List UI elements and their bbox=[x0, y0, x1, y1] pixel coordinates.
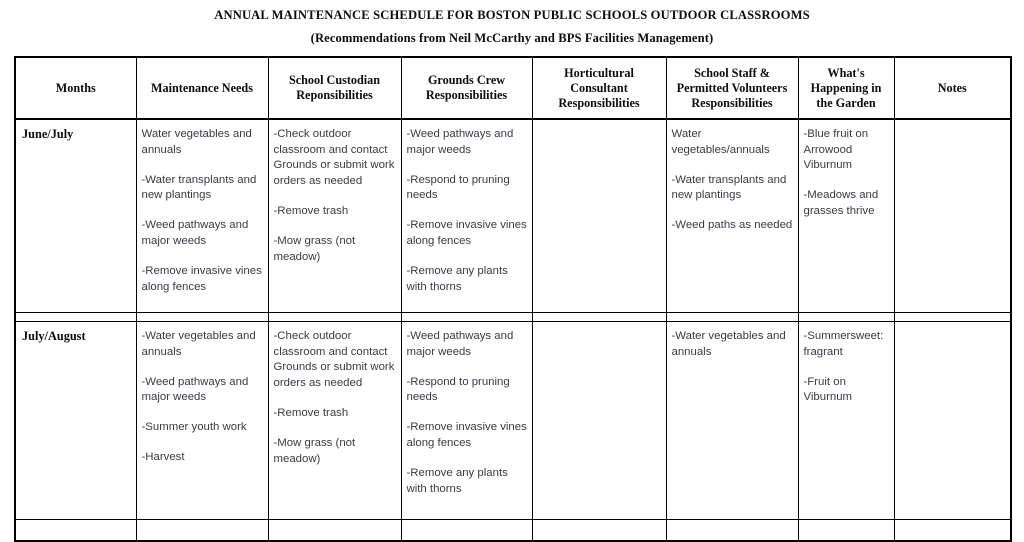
table-body bbox=[15, 119, 1011, 541]
cell-item: Water vegetables/annuals bbox=[671, 128, 770, 156]
table-row bbox=[15, 322, 1011, 520]
cell-horticultural-consultant bbox=[532, 119, 666, 313]
table-row bbox=[15, 119, 1011, 313]
spacer-cell bbox=[401, 313, 532, 322]
column-header-maintenance-needs bbox=[136, 57, 268, 119]
cell-item: -Respond to pruning needs bbox=[406, 375, 510, 404]
cell-item: -Weed pathways and major weeds bbox=[406, 330, 514, 358]
cell-item: -Mow grass (not meadow) bbox=[273, 436, 356, 465]
cell-item-list bbox=[672, 329, 794, 360]
table-spacer-row bbox=[15, 313, 1011, 322]
cell-item: -Remove invasive vines along fences bbox=[406, 421, 527, 449]
cell-grounds-crew bbox=[401, 119, 532, 313]
cell-item-list bbox=[407, 329, 528, 497]
cell-item-list bbox=[274, 329, 397, 467]
maintenance-schedule-table-wrapper bbox=[14, 56, 1010, 542]
header-line: Maintenance Needs bbox=[151, 80, 253, 95]
cell-item: Water vegetables and annuals bbox=[141, 128, 252, 156]
cell-item: -Water vegetables and annuals bbox=[671, 330, 786, 358]
column-header-whats-happening-garden bbox=[798, 57, 894, 119]
spacer-cell bbox=[532, 313, 666, 322]
cell-notes bbox=[894, 119, 1011, 313]
header-line: Grounds Crew bbox=[427, 73, 506, 87]
cell-grounds-crew bbox=[401, 322, 532, 520]
document-title-block bbox=[0, 7, 1024, 46]
cell-item-list bbox=[274, 127, 397, 265]
cell-item: -Check outdoor classroom and contact Grounds or submit work orders as needed bbox=[273, 330, 395, 389]
document-title: ANNUAL MAINTENANCE SCHEDULE FOR BOSTON PUBLIC SCHOOLS OUTDOOR CLASSROOMS bbox=[214, 8, 810, 22]
cell-item: -Harvest bbox=[141, 451, 185, 464]
header-line: Reponsibilities bbox=[296, 88, 373, 102]
cell-whats-happening-garden bbox=[798, 322, 894, 520]
cell-whats-happening-garden bbox=[798, 119, 894, 313]
spacer-cell bbox=[136, 313, 268, 322]
cell-item: -Meadows and grasses thrive bbox=[803, 189, 879, 217]
cell-item: -Fruit on Viburnum bbox=[803, 375, 853, 404]
cell-notes bbox=[894, 322, 1011, 520]
column-header-notes bbox=[894, 57, 1011, 119]
cell-item: -Water transplants and new plantings bbox=[671, 173, 787, 202]
column-header-horticultural-consultant bbox=[532, 57, 666, 119]
cell-item: -Weed paths as needed bbox=[671, 219, 793, 232]
cell-item: -Water vegetables and annuals bbox=[141, 330, 256, 358]
cell-item: -Respond to pruning needs bbox=[406, 173, 510, 202]
maintenance-schedule-table bbox=[14, 56, 1012, 542]
header-line: School Custodian bbox=[288, 73, 381, 87]
spacer-cell bbox=[268, 313, 401, 322]
cell-school-custodian bbox=[268, 119, 401, 313]
cell-item: -Mow grass (not meadow) bbox=[273, 234, 356, 263]
cell-item: -Summer youth work bbox=[141, 421, 247, 434]
table-header bbox=[15, 57, 1011, 119]
cell-item: -Remove any plants with thorns bbox=[406, 467, 508, 495]
header-line: Happening in bbox=[810, 80, 882, 95]
column-header-school-staff-volunteers bbox=[666, 57, 798, 119]
column-header-months bbox=[15, 57, 136, 119]
cell-maintenance-needs bbox=[136, 119, 268, 313]
cell-item: -Weed pathways and major weeds bbox=[406, 128, 514, 156]
header-line: Notes bbox=[937, 80, 967, 95]
cell-item-list bbox=[804, 127, 890, 219]
cell-item: -Weed pathways and major weeds bbox=[141, 375, 249, 404]
spacer-cell bbox=[894, 313, 1011, 322]
header-line: Responsibilities bbox=[691, 95, 773, 110]
spacer-cell bbox=[15, 313, 136, 322]
cell-school-staff-volunteers bbox=[666, 119, 798, 313]
cell-months: July/August bbox=[15, 322, 136, 520]
cell-item-list bbox=[804, 329, 890, 406]
header-line: School Staff & bbox=[694, 65, 770, 80]
cell-item-list bbox=[142, 329, 264, 466]
cell-horticultural-consultant bbox=[532, 322, 666, 520]
header-line: Permitted Volunteers bbox=[676, 80, 788, 95]
column-header-grounds-crew bbox=[401, 57, 532, 119]
cell-item: -Blue fruit on Arrowood Viburnum bbox=[803, 128, 869, 172]
table-header-row bbox=[15, 57, 1011, 119]
cell-item: -Remove invasive vines along fences bbox=[406, 219, 527, 247]
header-line: Consultant bbox=[570, 80, 628, 95]
cell-item: -Remove trash bbox=[273, 406, 349, 419]
cell-maintenance-needs bbox=[136, 322, 268, 520]
spacer-cell bbox=[666, 313, 798, 322]
cell-item-list bbox=[672, 127, 794, 234]
cell-item: -Water transplants and new plantings bbox=[141, 173, 257, 202]
cell-item-list bbox=[407, 127, 528, 295]
header-line: Responsibilities bbox=[558, 95, 640, 110]
cell-item: -Remove trash bbox=[273, 204, 349, 217]
cell-item: -Remove any plants with thorns bbox=[406, 265, 508, 293]
cell-months: June/July bbox=[15, 119, 136, 313]
cell-item: -Check outdoor classroom and contact Grounds or submit work orders as needed bbox=[273, 128, 395, 187]
cell-item-list bbox=[142, 127, 264, 295]
cell-school-staff-volunteers bbox=[666, 322, 798, 520]
header-line: Horticultural bbox=[564, 65, 634, 80]
header-line: the Garden bbox=[816, 95, 876, 110]
spacer-cell bbox=[798, 313, 894, 322]
header-line: Responsibilities bbox=[425, 88, 508, 102]
cell-item: -Remove invasive vines along fences bbox=[141, 265, 262, 293]
cell-item: -Weed pathways and major weeds bbox=[141, 219, 249, 247]
header-line: What's bbox=[827, 65, 865, 80]
header-line: Months bbox=[55, 80, 96, 95]
column-header-school-custodian bbox=[268, 57, 401, 119]
document-subtitle: (Recommendations from Neil McCarthy and BPS Facilities Management) bbox=[310, 31, 714, 45]
cell-item: -Summersweet: fragrant bbox=[803, 330, 884, 358]
cell-school-custodian bbox=[268, 322, 401, 520]
